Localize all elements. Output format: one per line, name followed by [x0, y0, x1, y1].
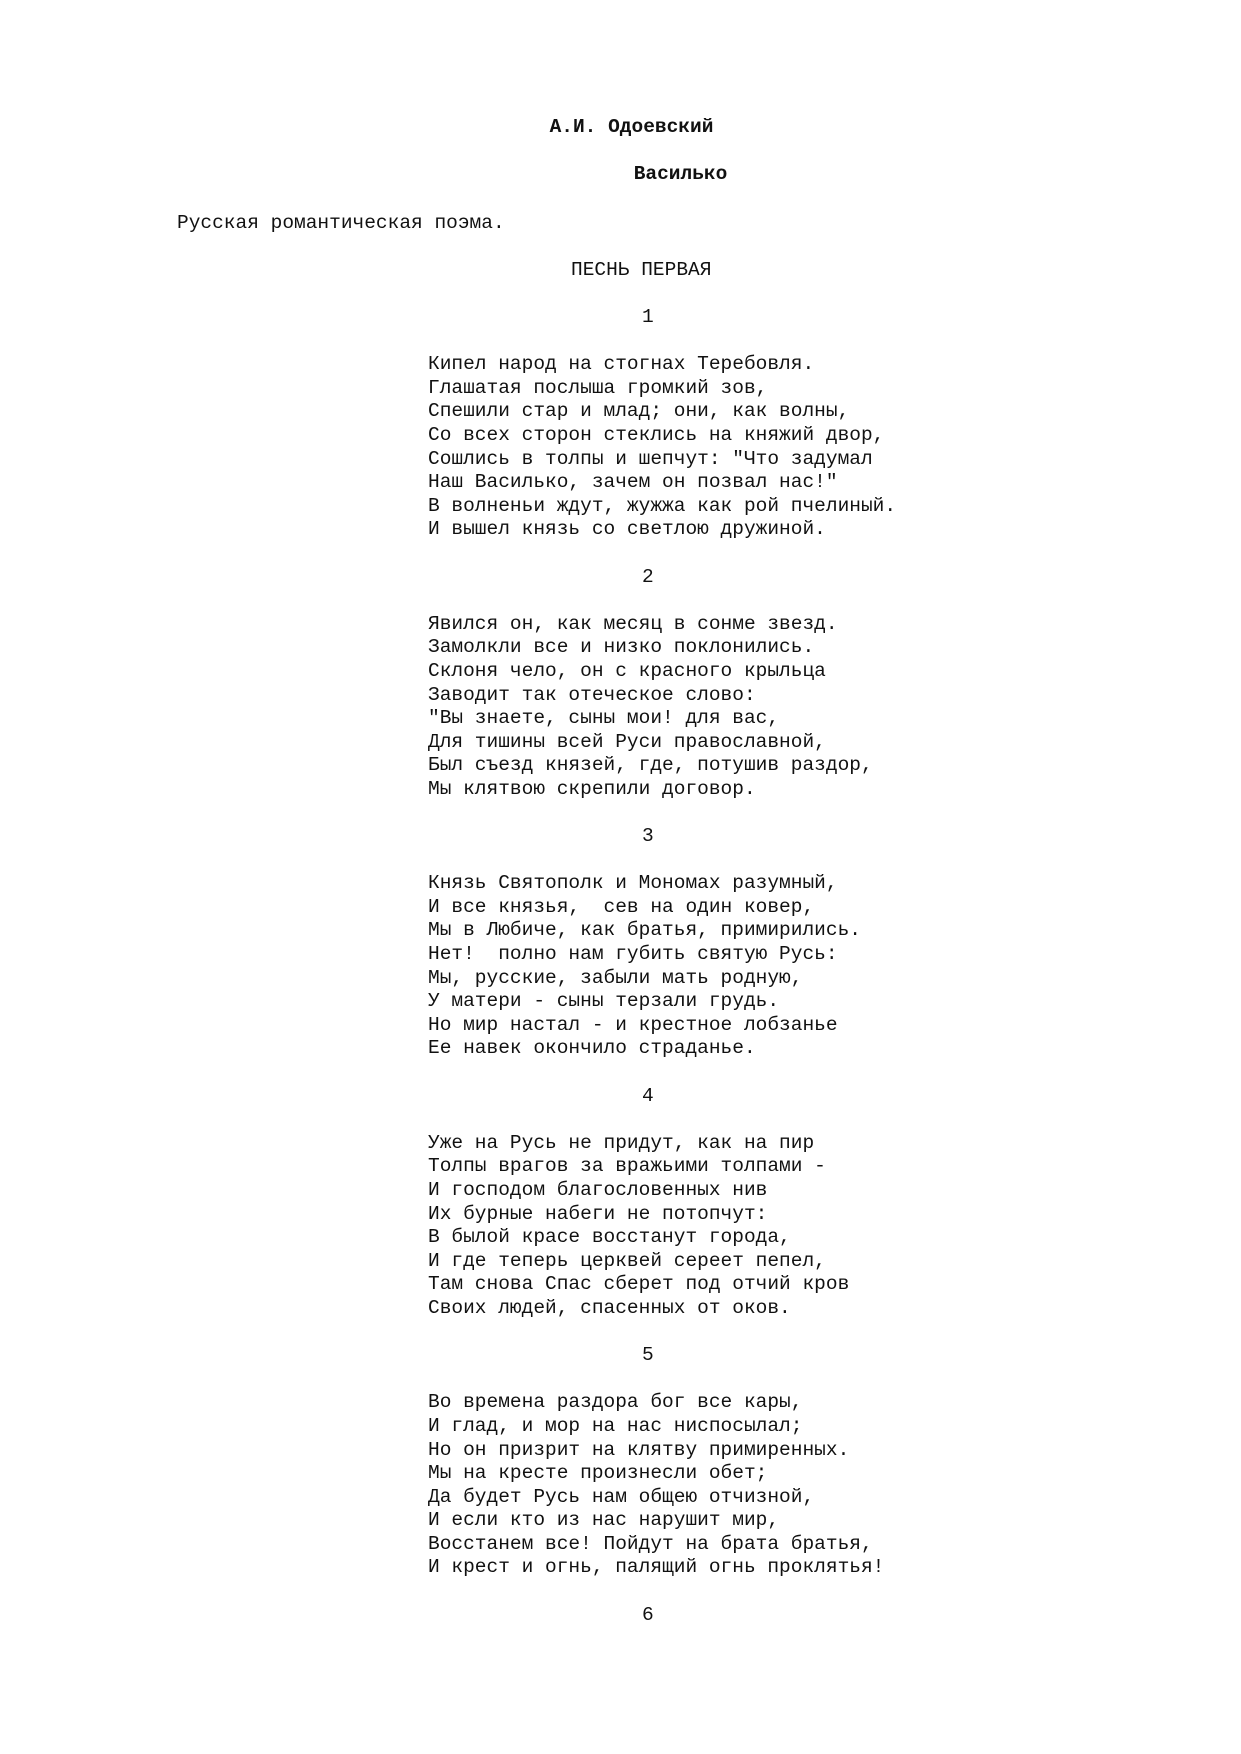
author-name: А.И. Одоевский [549, 116, 714, 138]
verse-line: Восстанем все! Пойдут на брата братья, [428, 1532, 873, 1555]
verse-line: Во времена раздора бог все кары, [428, 1391, 803, 1414]
verse-line: Кипел народ на стогнах Теребовля. [428, 353, 815, 376]
stanza-number: 6 [642, 1603, 654, 1626]
verse-line: В волненьи ждут, жужжа как рой пчелиный. [428, 494, 897, 517]
verse-line: Со всех сторон стеклись на княжий двор, [428, 423, 885, 446]
verse-line: И все князья, сев на один ковер, [428, 895, 815, 918]
stanza-number: 5 [642, 1344, 654, 1367]
verse-line: Замолкли все и низко поклонились. [428, 636, 815, 659]
verse-line: Мы клятвою скрепили договор. [428, 777, 756, 800]
verse-line: Наш Василько, зачем он позвал нас!" [428, 471, 838, 494]
verse-line: Нет! полно нам губить святую Русь: [428, 943, 838, 966]
verse-line: Для тишины всей Руси православной, [428, 730, 826, 753]
stanza-number: 3 [642, 825, 654, 848]
poem-title: Василько [633, 163, 728, 185]
verse-line: Но мир настал - и крестное лобзанье [428, 1013, 838, 1036]
stanza [428, 1391, 988, 1580]
verse-line: Там снова Спас сберет под отчий кров [428, 1273, 850, 1296]
verse-line: Ее навек окончило страданье. [428, 1037, 756, 1060]
verse-line: Толпы врагов за вражьими толпами - [428, 1155, 826, 1178]
verse-line: Явился он, как месяц в сонме звезд. [428, 612, 838, 635]
stanza [428, 1132, 988, 1321]
verse-line: В былой красе восстанут города, [428, 1226, 791, 1249]
poem-subtitle: Русская романтическая поэма. [177, 212, 505, 234]
verse-line: Мы, русские, забыли мать родную, [428, 966, 803, 989]
stanza [428, 353, 988, 542]
verse-line: Да будет Русь нам общею отчизной, [428, 1485, 815, 1508]
verse-line: Мы на кресте произнесли обет; [428, 1462, 768, 1485]
verse-line: "Вы знаете, сыны мои! для вас, [428, 707, 780, 730]
verse-line: Сошлись в толпы и шепчут: "Что задумал [428, 447, 873, 470]
verse-line: И вышел князь со светлою дружиной. [428, 518, 826, 541]
verse-line: Мы в Любиче, как братья, примирились. [428, 919, 861, 942]
stanza [428, 613, 988, 802]
verse-line: И глад, и мор на нас ниспосылал; [428, 1414, 803, 1437]
verse-line: Но он призрит на клятву примиренных. [428, 1438, 850, 1461]
verse-line: Был съезд князей, где, потушив раздор, [428, 754, 873, 777]
stanza-number: 1 [642, 306, 654, 328]
verse-line: Своих людей, спасенных от оков. [428, 1296, 791, 1319]
stanza-number: 2 [642, 565, 654, 588]
verse-line: Их бурные набеги не потопчут: [428, 1202, 768, 1225]
verse-line: И где теперь церквей сереет пепел, [428, 1249, 826, 1272]
canto-heading: ПЕСНЬ ПЕРВАЯ [571, 259, 712, 281]
verse-line: И если кто из нас нарушит мир, [428, 1509, 780, 1532]
verse-line: У матери - сыны терзали грудь. [428, 990, 780, 1013]
verse-line: И крест и огнь, палящий огнь проклятья! [428, 1556, 885, 1579]
verse-line: Глашатая послыша громкий зов, [428, 376, 768, 399]
verse-line: Уже на Русь не придут, как на пир [428, 1131, 815, 1154]
verse-line: Склоня чело, он с красного крыльца [428, 659, 826, 682]
verse-line: Князь Святополк и Мономах разумный, [428, 872, 838, 895]
stanza-number: 4 [642, 1084, 654, 1107]
poem-body [428, 306, 988, 1627]
verse-line: Заводит так отеческое слово: [428, 683, 756, 706]
verse-line: Спешили стар и млад; они, как волны, [428, 400, 850, 423]
verse-line: И господом благословенных нив [428, 1178, 768, 1201]
stanza [428, 872, 988, 1061]
